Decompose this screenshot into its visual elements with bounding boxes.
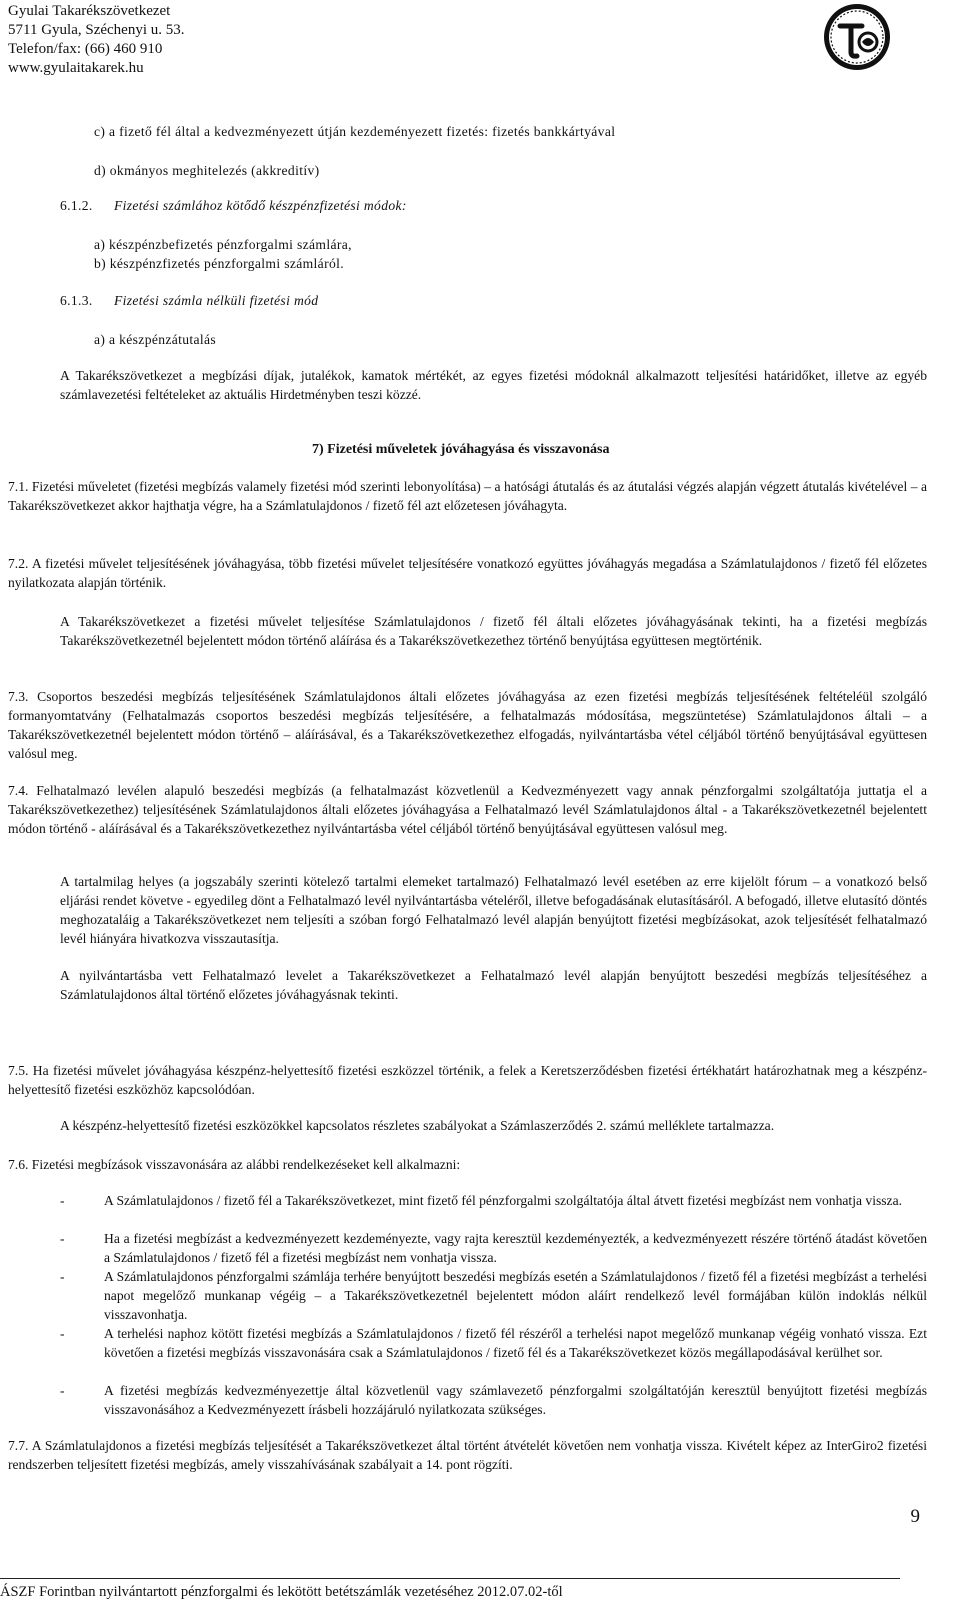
list-item-text: A fizetési megbízás kedvezményezettje által közvetlenül vagy számlavezető pénzforgalmi szolgáltatóján keresztül benyújtott fizetési megbízás visszavonásához a Kedvezményezett írásbeli hozzájáruló nyilatkozata szükséges. bbox=[104, 1383, 927, 1417]
list-bullet: - bbox=[60, 1326, 65, 1341]
list-item bbox=[60, 1381, 927, 1419]
line-b-6-1-2: b) készpénzfizetés pénzforgalmi számláról. bbox=[94, 256, 344, 271]
list-bullet: - bbox=[60, 1383, 65, 1398]
line-d: d) okmányos meghitelezés (akkreditív) bbox=[94, 163, 320, 178]
list-bullet: - bbox=[60, 1269, 65, 1284]
list-bullet: - bbox=[60, 1193, 65, 1208]
list-item-text: A Számlatulajdonos pénzforgalmi számlája terhére benyújtott beszedési megbízás esetén a Számlatulajdonos / fizető fél a fizetési megbízást a terhelési napot megelőző munkanap végéig – a Takarékszövetkezetnél bejelentett módon aláírt rendelkező levél formájában külön indoklás nélkül visszavonhatja. bbox=[104, 1269, 927, 1322]
paragraph-7-1 bbox=[8, 477, 927, 515]
section-heading-7: 7) Fizetési műveletek jóváhagyása és visszavonása bbox=[312, 442, 610, 457]
paragraph-7-7: 7.7. A Számlatulajdonos a fizetési megbízás teljesítését a Takarékszövetkezet által történt átvételét követően nem vonhatja vissza. Kivételt képez az InterGiro2 fizetési rendszerben teljesített fizetési megbízás, amely visszahívásának szabályait a 14. pont rögzíti. bbox=[8, 1438, 927, 1472]
section-title-6-1-2: Fizetési számlához kötődő készpénzfizetési módok: bbox=[114, 198, 407, 213]
list-item-text: A Számlatulajdonos / fizető fél a Takarékszövetkezet, mint fizető fél pénzforgalmi szolgáltatója által átvett fizetési megbízást nem vonhatja vissza. bbox=[104, 1193, 903, 1208]
section-number-6-1-3: 6.1.3. bbox=[60, 293, 93, 308]
footer-divider bbox=[0, 1578, 900, 1579]
company-website[interactable]: www.gyulaitakarek.hu bbox=[8, 60, 144, 76]
company-logo-icon bbox=[822, 2, 892, 72]
paragraph-7-4-c: A nyilvántartásba vett Felhatalmazó levelet a Takarékszövetkezet a Felhatalmazó levél alapján benyújtott beszedési megbízás teljesítéséhez a Számlatulajdonos által történő előzetes jóváhagyásnak tekinti. bbox=[60, 968, 927, 1002]
paragraph-fees: A Takarékszövetkezet a megbízási díjak, jutalékok, kamatok mértékét, az egyes fizetési módoknál alkalmazott teljesítési határidőket, illetve az egyéb számlavezetési feltételeket az aktuális Hirdetményben teszi közzé. bbox=[60, 368, 927, 402]
list-item-text: Ha a fizetési megbízást a kedvezményezett kezdeményezte, vagy rajta keresztül kezdeményezték, a kedvezményezett részére történő átadást követően a Számlatulajdonos / fizető fél a fizetési megbízást nem vonhatja vissza. bbox=[104, 1231, 927, 1265]
company-phone: Telefon/fax: (66) 460 910 bbox=[8, 41, 163, 57]
company-address: 5711 Gyula, Széchenyi u. 53. bbox=[8, 22, 185, 38]
paragraph-7-5: 7.5. Ha fizetési művelet jóváhagyása készpénz-helyettesítő fizetési eszközzel történik, a felek a Keretszerződésben fizetési értékhatárt határozhatnak meg a készpénz-helyettesítő fizetési eszközhöz kapcsolódóan. bbox=[8, 1063, 927, 1097]
list-item bbox=[60, 1191, 927, 1210]
paragraph-7-4-b: A tartalmilag helyes (a jogszabály szerinti kötelező tartalmi elemeket tartalmazó) Felhatalmazó levél esetében az erre kijelölt fórum – a vonatkozó belső eljárási rendet követve - egyedileg dönt a Felhatalmazó levél nyilvántartásba vételéről, illetve befogadásának elutasításáról. A befogadó, illetve elutasító döntés meghozataláig a Takarékszövetkezet nem teljesíti a szóban forgó Felhatalmazó levél alapján benyújtott fizetési megbízásokat, azok teljesítését felhatalmazó levél hiányára hivatkozva visszautasítja. bbox=[60, 874, 927, 946]
paragraph-7-4: 7.4. Felhatalmazó levélen alapuló beszedési megbízás (a felhatalmazást közvetlenül a Kedvezményezett vagy annak pénzforgalmi szolgáltatója juttatja el a Takarékszövetkezethez) teljesítésének Számlatulajdonos általi előzetes jóváhagyása a Felhatalmazó levél Számlatulajdonos által - a Takarékszövetkezetnél bejelentett módon történő - aláírásával és a Takarékszövetkezethez nyilvántartásba vétel céljából történő benyújtásával együttesen valósul meg. bbox=[8, 783, 927, 836]
line-c: c) a fizető fél által a kedvezményezett útján kezdeményezett fizetés: fizetés bankkártyával bbox=[94, 124, 616, 139]
letterhead bbox=[8, 2, 185, 78]
line-a-6-1-2: a) készpénzbefizetés pénzforgalmi számlára, bbox=[94, 237, 352, 252]
page-number: 9 bbox=[910, 1506, 920, 1527]
list-item bbox=[60, 1229, 927, 1267]
list-item-text: A terhelési naphoz kötött fizetési megbízás a Számlatulajdonos / fizető fél részéről a terhelési napot megelőző munkanap végéig vonható vissza. Ezt követően a fizetési megbízás visszavonására csak a Számlatulajdonos / fizető fél és a Takarékszövetkezet közös megállapodásával kerülhet sor. bbox=[104, 1326, 927, 1360]
list-bullet: - bbox=[60, 1231, 65, 1246]
section-title-6-1-3: Fizetési számla nélküli fizetési mód bbox=[114, 293, 319, 308]
list-item bbox=[60, 1324, 927, 1362]
paragraph-7-2: 7.2. A fizetési művelet teljesítésének jóváhagyása, több fizetési művelet teljesítésére vonatkozó együttes jóváhagyás megadása a Számlatulajdonos / fizető fél előzetes nyilatkozata alapján történik. bbox=[8, 556, 927, 590]
paragraph-7-3: 7.3. Csoportos beszedési megbízás teljesítésének Számlatulajdonos általi előzetes jóváhagyása az ezen fizetési megbízás teljesítésének feltételéül szolgáló formanyomtatvány (Felhatalmazás csoportos beszedési megbízás teljesítésére, a felhatalmazás módosítása, megszüntetése) Számlatulajdonos általi – a Takarékszövetkezetnél bejelentett módon történő – aláírásával, és a Takarékszövetkezethez elfogadás, nyilvántartásba vétel céljából történő benyújtásával együttesen valósul meg. bbox=[8, 689, 927, 761]
line-a-6-1-3: a) a készpénzátutalás bbox=[94, 332, 217, 347]
section-number-6-1-2: 6.1.2. bbox=[60, 198, 93, 213]
paragraph-7-6: 7.6. Fizetési megbízások visszavonására az alábbi rendelkezéseket kell alkalmazni: bbox=[8, 1157, 461, 1172]
list-item bbox=[60, 1267, 927, 1324]
page-footer: ÁSZF Forintban nyilvántartott pénzforgalmi és lekötött betétszámlák vezetéséhez 2012.07.02-től bbox=[0, 1584, 563, 1600]
paragraph-7-5-b: A készpénz-helyettesítő fizetési eszközökkel kapcsolatos részletes szabályokat a Számlaszerződés 2. számú melléklete tartalmazza. bbox=[60, 1118, 775, 1133]
company-name: Gyulai Takarékszövetkezet bbox=[8, 3, 171, 19]
paragraph-7-1-text: 7.1. Fizetési műveletet (fizetési megbízás valamely fizetési mód szerinti lebonyolítása) – a hatósági átutalás és az átutalási végzés alapján végzett átutalás kivételével – a Takarékszövetkezet akkor hajthatja végre, ha a Számlatulajdonos / fizető fél azt előzetesen jóváhagyta. bbox=[8, 479, 927, 513]
paragraph-7-2-b: A Takarékszövetkezet a fizetési művelet teljesítése Számlatulajdonos / fizető fél általi előzetes jóváhagyásának tekinti, ha a fizetési megbízás Takarékszövetkezetnél bejelentett módon történő aláírása és a Takarékszövetkezethez történő benyújtása együttesen megtörténik. bbox=[60, 614, 927, 648]
